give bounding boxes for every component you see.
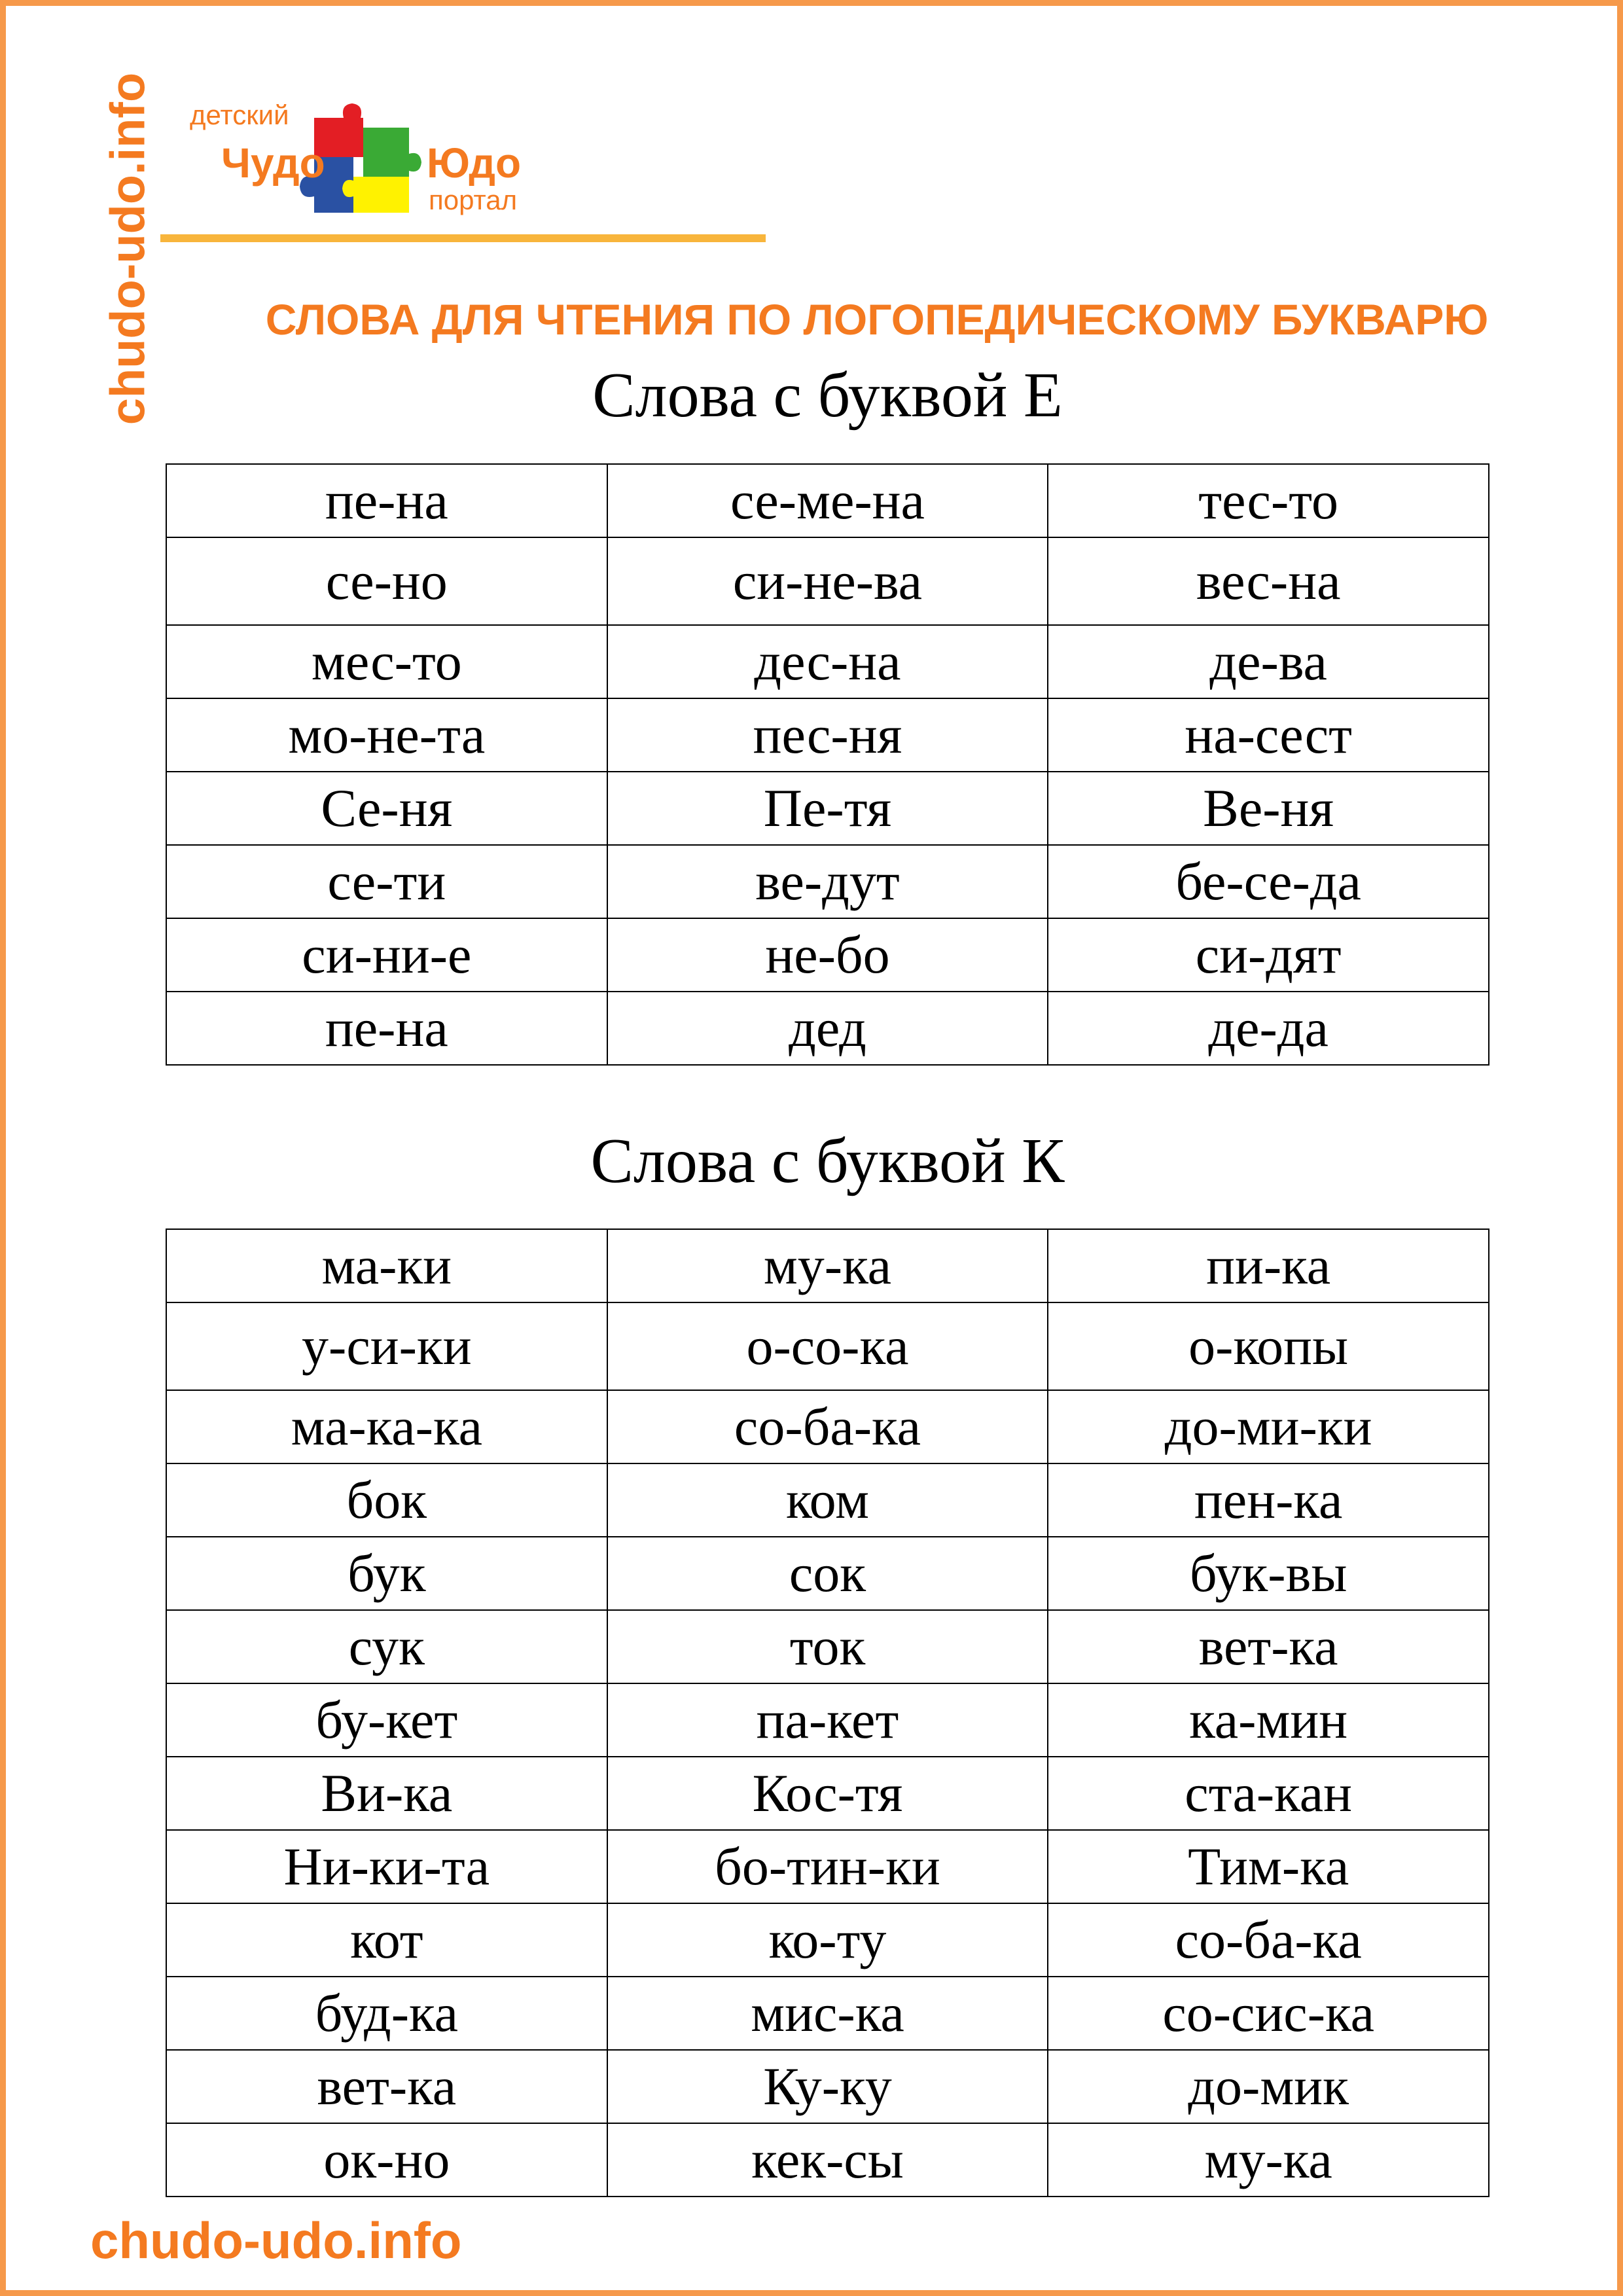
word-cell: Се-ня: [166, 772, 607, 845]
word-cell: дес-на: [607, 625, 1048, 698]
side-watermark: chudo-udo.info: [100, 72, 155, 425]
table-row: [166, 1610, 1489, 1683]
word-cell: вет-ка: [166, 2050, 607, 2123]
word-cell: кот: [166, 1903, 607, 1977]
word-cell: ста-кан: [1048, 1757, 1489, 1830]
word-cell: до-мик: [1048, 2050, 1489, 2123]
word-cell: дед: [607, 992, 1048, 1065]
word-cell: бук-вы: [1048, 1537, 1489, 1610]
page-header: СЛОВА ДЛЯ ЧТЕНИЯ ПО ЛОГОПЕДИЧЕСКОМУ БУКВАРЮ: [265, 295, 1489, 344]
word-cell: со-сис-ка: [1048, 1977, 1489, 2050]
word-cell: пе-на: [166, 464, 607, 537]
table-row: [166, 464, 1489, 537]
word-cell: о-копы: [1048, 1302, 1489, 1390]
word-cell: де-ва: [1048, 625, 1489, 698]
table-row: [166, 1977, 1489, 2050]
word-cell: до-ми-ки: [1048, 1390, 1489, 1463]
word-cell: Ви-ка: [166, 1757, 607, 1830]
table-row: [166, 537, 1489, 625]
word-cell: си-дят: [1048, 918, 1489, 992]
word-cell: ком: [607, 1463, 1048, 1537]
word-cell: Тим-ка: [1048, 1830, 1489, 1903]
logo-left-word: Чудо: [221, 139, 325, 187]
word-cell: му-ка: [1048, 2123, 1489, 2197]
word-cell: ве-дут: [607, 845, 1048, 918]
word-cell: Кос-тя: [607, 1757, 1048, 1830]
word-cell: со-ба-ка: [607, 1390, 1048, 1463]
word-cell: о-со-ка: [607, 1302, 1048, 1390]
word-cell: сук: [166, 1610, 607, 1683]
word-cell: Ни-ки-та: [166, 1830, 607, 1903]
word-cell: вет-ка: [1048, 1610, 1489, 1683]
word-cell: на-сест: [1048, 698, 1489, 772]
word-cell: вес-на: [1048, 537, 1489, 625]
table-row: [166, 992, 1489, 1065]
table-row: [166, 1830, 1489, 1903]
logo-bottom-word: портал: [429, 185, 518, 215]
word-cell: се-ме-на: [607, 464, 1048, 537]
table-row: [166, 1302, 1489, 1390]
word-cell: бо-тин-ки: [607, 1830, 1048, 1903]
word-cell: ма-ки: [166, 1229, 607, 1302]
word-cell: со-ба-ка: [1048, 1903, 1489, 1977]
word-cell: мес-то: [166, 625, 607, 698]
word-cell: Ве-ня: [1048, 772, 1489, 845]
word-cell: па-кет: [607, 1683, 1048, 1757]
word-cell: се-но: [166, 537, 607, 625]
table-row: [166, 1903, 1489, 1977]
site-logo[interactable]: [183, 92, 550, 236]
word-cell: не-бо: [607, 918, 1048, 992]
table-row: [166, 2050, 1489, 2123]
logo-right-word: Юдо: [427, 139, 522, 187]
word-cell: тес-то: [1048, 464, 1489, 537]
word-cell: буд-ка: [166, 1977, 607, 2050]
word-cell: ток: [607, 1610, 1048, 1683]
table-row: [166, 1537, 1489, 1610]
word-cell: бук: [166, 1537, 607, 1610]
word-cell: бе-се-да: [1048, 845, 1489, 918]
word-cell: мо-не-та: [166, 698, 607, 772]
word-cell: сок: [607, 1537, 1048, 1610]
table-row: [166, 918, 1489, 992]
table-row: [166, 1390, 1489, 1463]
table-row: [166, 1683, 1489, 1757]
table-row: [166, 2123, 1489, 2197]
word-cell: ок-но: [166, 2123, 607, 2197]
footer-url[interactable]: chudo-udo.info: [90, 2212, 462, 2269]
word-cell: се-ти: [166, 845, 607, 918]
word-cell: пен-ка: [1048, 1463, 1489, 1537]
word-cell: му-ка: [607, 1229, 1048, 1302]
logo-underline: [160, 234, 766, 242]
section-title-e: Слова с буквой Е: [592, 360, 1063, 431]
table-row: [166, 625, 1489, 698]
word-cell: пес-ня: [607, 698, 1048, 772]
section-title-k: Слова с буквой К: [590, 1126, 1065, 1196]
table-row: [166, 698, 1489, 772]
word-cell: бу-кет: [166, 1683, 607, 1757]
words-table-e: [166, 463, 1489, 1066]
word-cell: ка-мин: [1048, 1683, 1489, 1757]
word-cell: мис-ка: [607, 1977, 1048, 2050]
word-cell: де-да: [1048, 992, 1489, 1065]
table-row: [166, 1229, 1489, 1302]
table-row: [166, 1757, 1489, 1830]
table-row: [166, 845, 1489, 918]
word-cell: си-не-ва: [607, 537, 1048, 625]
word-cell: Пе-тя: [607, 772, 1048, 845]
word-cell: си-ни-е: [166, 918, 607, 992]
word-cell: у-си-ки: [166, 1302, 607, 1390]
word-cell: пи-ка: [1048, 1229, 1489, 1302]
word-cell: пе-на: [166, 992, 607, 1065]
words-table-k: [166, 1229, 1489, 2197]
word-cell: Ку-ку: [607, 2050, 1048, 2123]
word-cell: ко-ту: [607, 1903, 1048, 1977]
word-cell: ма-ка-ка: [166, 1390, 607, 1463]
table-row: [166, 772, 1489, 845]
table-row: [166, 1463, 1489, 1537]
word-cell: кек-сы: [607, 2123, 1048, 2197]
logo-top-word: детский: [190, 99, 289, 130]
word-cell: бок: [166, 1463, 607, 1537]
